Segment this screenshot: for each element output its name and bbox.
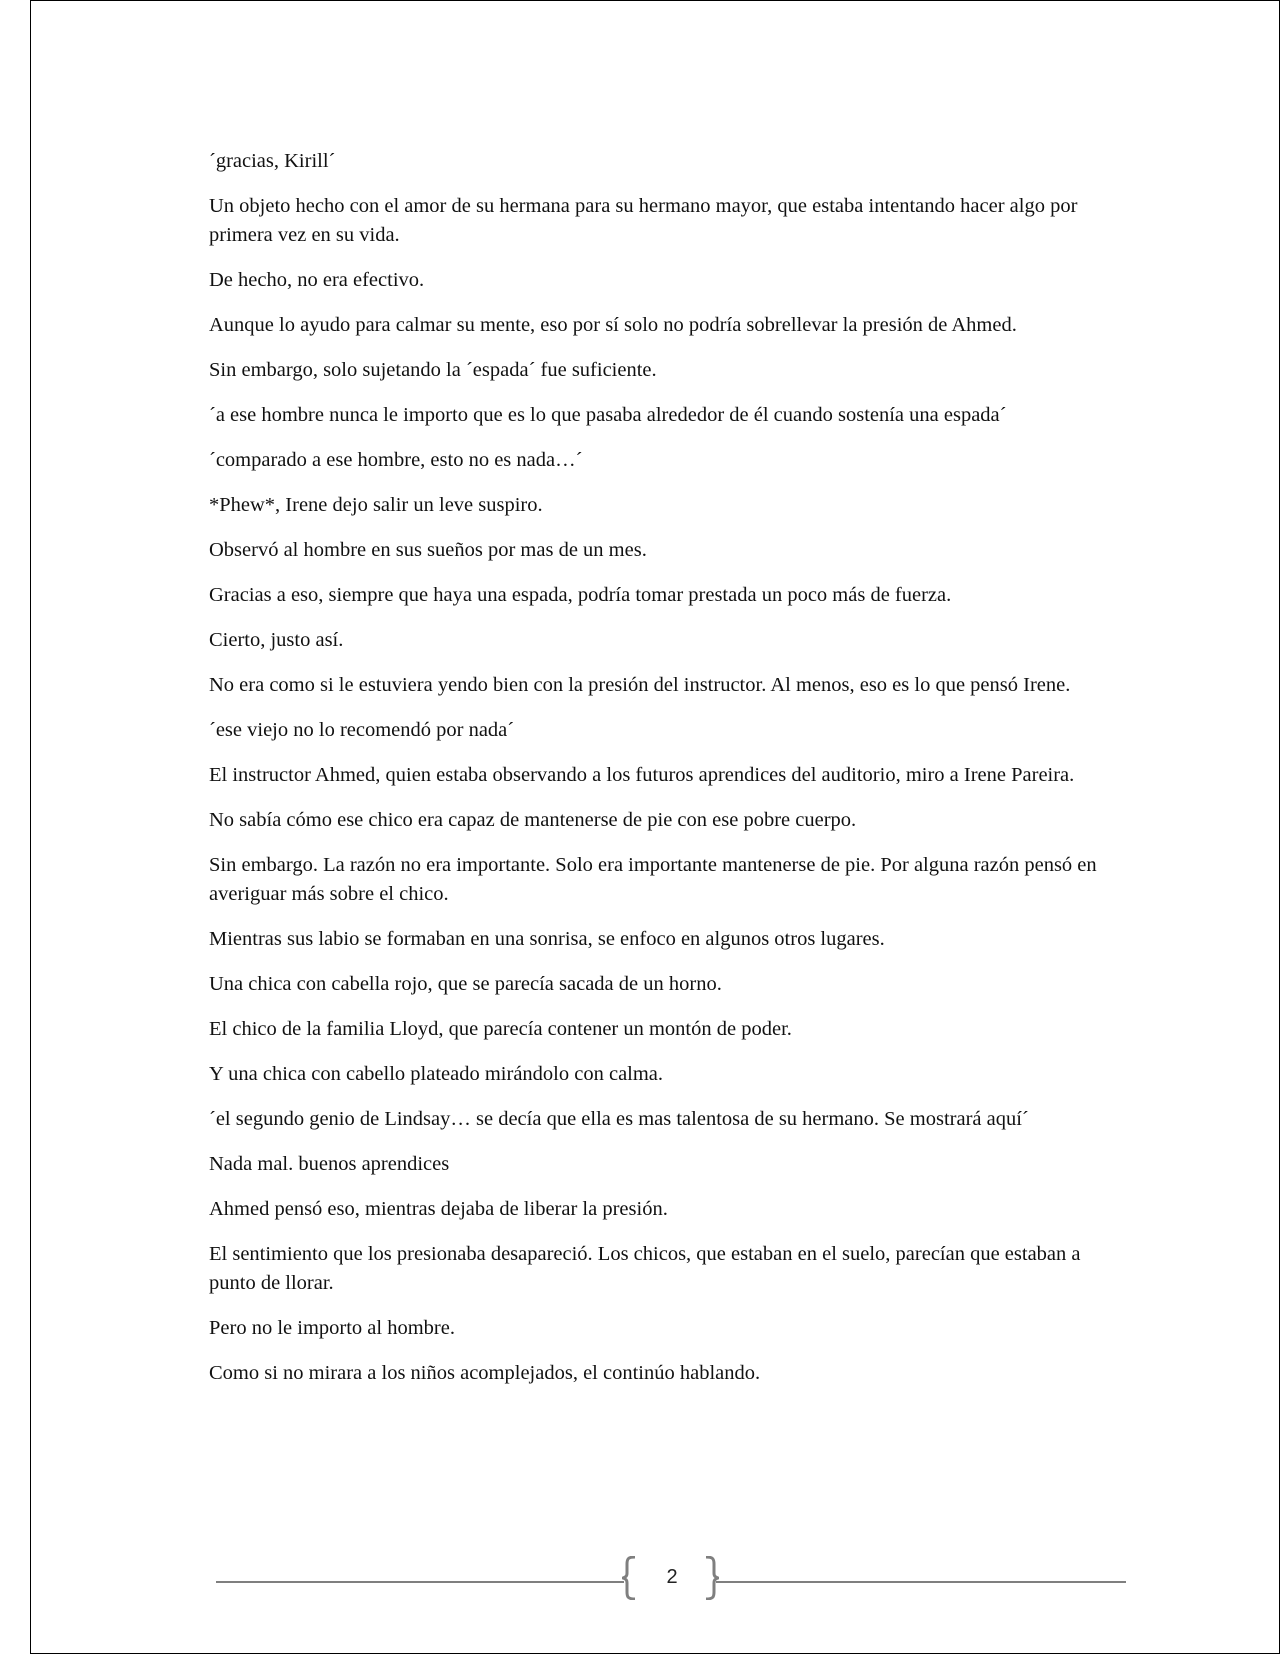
paragraph: El instructor Ahmed, quien estaba observando a los futuros aprendices del auditorio, miro a Irene Pareira. bbox=[209, 764, 1075, 786]
footer-rule-right bbox=[716, 1581, 1126, 1583]
paragraph: ´gracias, Kirill´ bbox=[209, 150, 336, 172]
paragraph: ´el segundo genio de Lindsay… se decía que ella es mas talentosa de su hermano. Se mostrará aquí´ bbox=[209, 1108, 1029, 1130]
paragraph: Aunque lo ayudo para calmar su mente, eso por sí solo no podría sobrellevar la presión de Ahmed. bbox=[209, 314, 1017, 336]
paragraph: No era como si le estuviera yendo bien con la presión del instructor. Al menos, eso es lo que pensó Irene. bbox=[209, 674, 1071, 696]
paragraph: El chico de la familia Lloyd, que parecía contener un montón de poder. bbox=[209, 1018, 792, 1040]
paragraph: Mientras sus labio se formaban en una sonrisa, se enfoco en algunos otros lugares. bbox=[209, 928, 885, 950]
paragraph: Un objeto hecho con el amor de su hermana para su hermano mayor, que estaba intentando hacer algo por primera vez en su vida. bbox=[209, 195, 1078, 246]
paragraph: Gracias a eso, siempre que haya una espada, podría tomar prestada un poco más de fuerza. bbox=[209, 584, 952, 606]
document-page bbox=[30, 0, 1280, 1654]
footer-rule-left bbox=[216, 1581, 624, 1583]
paragraph: No sabía cómo ese chico era capaz de mantenerse de pie con ese pobre cuerpo. bbox=[209, 809, 857, 831]
paragraph: Sin embargo. La razón no era importante. Solo era importante mantenerse de pie. Por alguna razón pensó en averiguar más sobre el chico. bbox=[209, 854, 1097, 905]
paragraph: Y una chica con cabello plateado mirándolo con calma. bbox=[209, 1063, 664, 1085]
paragraph: Como si no mirara a los niños acomplejados, el continúo hablando. bbox=[209, 1362, 761, 1384]
paragraph: El sentimiento que los presionaba desapareció. Los chicos, que estaban en el suelo, parecían que estaban a punto de llorar. bbox=[209, 1243, 1081, 1294]
paragraph: ´comparado a ese hombre, esto no es nada…´ bbox=[209, 449, 583, 471]
paragraph: ´a ese hombre nunca le importo que es lo que pasaba alrededor de él cuando sostenía una espada´ bbox=[209, 404, 1007, 426]
paragraph: Ahmed pensó eso, mientras dejaba de liberar la presión. bbox=[209, 1198, 668, 1220]
page-footer bbox=[216, 1556, 1126, 1604]
paragraph: Una chica con cabella rojo, que se parecía sacada de un horno. bbox=[209, 973, 722, 995]
paragraph: Observó al hombre en sus sueños por mas de un mes. bbox=[209, 539, 647, 561]
paragraph: *Phew*, Irene dejo salir un leve suspiro. bbox=[209, 494, 543, 516]
paragraph: ´ese viejo no lo recomendó por nada´ bbox=[209, 719, 515, 741]
paragraph: De hecho, no era efectivo. bbox=[209, 269, 425, 291]
paragraph: Pero no le importo al hombre. bbox=[209, 1317, 455, 1339]
paragraph: Sin embargo, solo sujetando la ´espada´ fue suficiente. bbox=[209, 359, 657, 381]
right-bracket-icon bbox=[703, 1556, 719, 1600]
paragraph: Nada mal. buenos aprendices bbox=[209, 1153, 450, 1175]
page-number: 2 bbox=[666, 1566, 678, 1588]
left-bracket-icon bbox=[622, 1556, 638, 1600]
page-body bbox=[209, 147, 1129, 1404]
paragraph: Cierto, justo así. bbox=[209, 629, 344, 651]
